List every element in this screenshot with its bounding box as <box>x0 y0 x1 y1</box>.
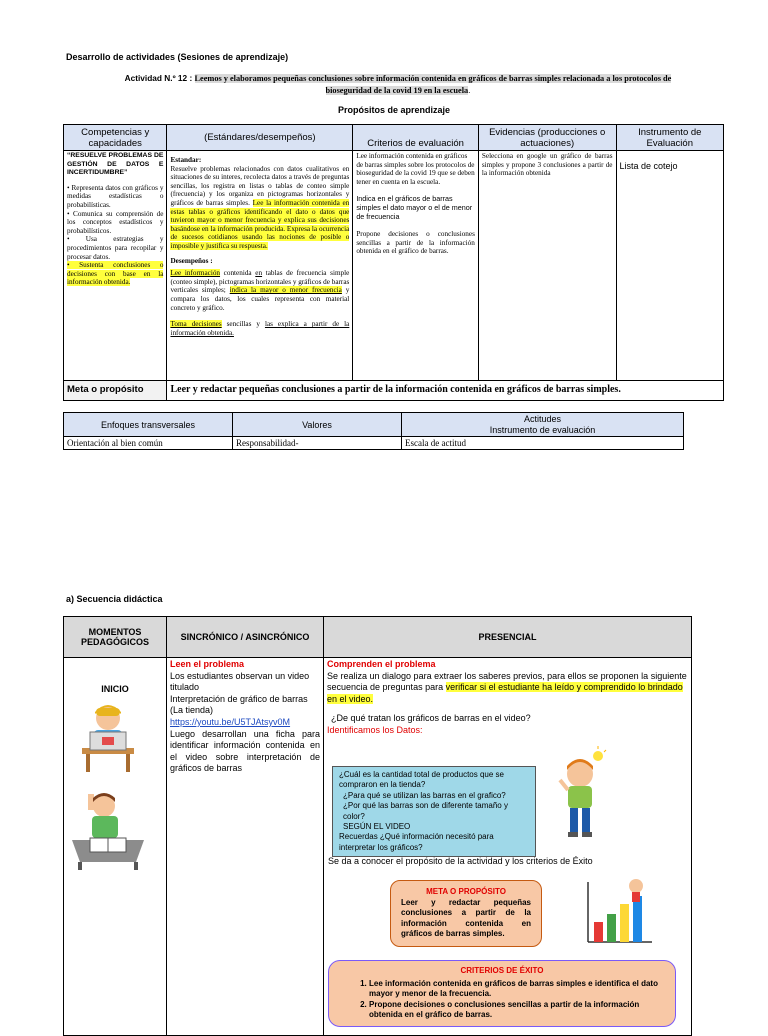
activity-title <box>88 73 708 96</box>
criterio-1: Lee información contenida en gráficos de barras simples sobre los protocolos de bioseguridad de la covid 19 que se deben tener en cuenta en la escuela. <box>356 152 475 186</box>
sincronico-cell <box>167 658 324 1036</box>
bubble-q3: ¿Por qué las barras son de diferente tamaño y color? <box>343 801 508 821</box>
evidencias-cell <box>478 151 616 381</box>
capacidad-2: • Comunica su comprensión de los conceptos estadísticos y probabilísticos. <box>67 209 164 235</box>
inicio-label: INICIO <box>101 684 129 694</box>
section-title: Desarrollo de actividades (Sesiones de aprendizaje) <box>66 52 289 62</box>
desempeno-1-a: contenida <box>220 269 256 278</box>
sync-line-2: Interpretación de gráfico de barras (La tienda) <box>170 693 308 716</box>
video-link[interactable]: https://youtu.be/U5TJAtsyv0M <box>170 716 291 727</box>
actitud-cell: Escala de actitud <box>402 437 684 450</box>
capacidad-3: • Usa estrategias y procedimientos para recopilar y procesar datos. <box>67 235 164 261</box>
header-estandares: (Estándares/desempeños) <box>167 125 353 151</box>
desempeno-1-b: tablas de frecuencia simple (conteo simple), pictogramas horizontales y gráficos de barras verticales simples; <box>170 269 350 295</box>
evidencia-text: Selecciona en google un gráfico de barras simples y propone 3 conclusiones a partir de la información obtenida <box>481 152 613 178</box>
pres-datos: Identificamos los Datos: <box>327 724 423 735</box>
thinking-kid-illustration <box>546 746 616 842</box>
header-criterios: Criterios de evaluación <box>353 125 479 151</box>
meta-box-title: META O PROPÓSITO <box>426 887 506 896</box>
sync-line-1: Los estudiantes observan un video titulado <box>170 670 310 693</box>
desempeno-1-c: y compara los datos, los cuales representa con material concreto y gráfico. <box>170 286 350 312</box>
estandar-highlight: Lee la información contenida en estas tablas o gráficos identificando el dato o datos que tuvieron mayor o menor frecuencia y explica sus decisiones basándose en la información producida. Expresa la ocurrencia de sucesos cotidianos usando las nociones de posible o imposible y justifica su respuesta. <box>170 198 350 250</box>
enfoques-table <box>63 412 684 450</box>
header-instrumento: Instrumento de Evaluación <box>616 125 724 151</box>
pres-intro: Se realiza un dialogo para extraer los saberes previos, para ellos se proponen la siguiente secuencia de preguntas para <box>327 670 687 693</box>
activity-prefix: Actividad N.º 12 : <box>124 73 195 83</box>
valor-cell: Responsabilidad- <box>233 437 402 450</box>
criterios-box-title: CRITERIOS DE ÉXITO <box>460 966 544 975</box>
pres-question: ¿De qué tratan los gráficos de barras en el video? <box>331 713 531 724</box>
header-instrumento-eval: Instrumento de evaluación <box>489 424 596 435</box>
pres-title: Comprenden el problema <box>327 659 436 669</box>
estandar-text: Resuelve problemas relacionados con datos cualitativos en situaciones de su interes, recolecta datos a través de preguntas sencillas, los registra en listas o tablas de conteo simple (frecuencia) y los organiza en pictogramas horizontales y gráficos de barras simples. <box>170 164 350 207</box>
meta-label: Meta o propósito <box>64 381 167 401</box>
momento-cell <box>64 658 167 1036</box>
competencia-title: “RESUELVE PROBLEMAS DE GESTIÓN DE DATOS E INCERTIDUMBRE” <box>67 152 164 177</box>
sync-after: Luego desarrollan una ficha para identificar información contenida en el video sobre interpretación de gráficos de barras <box>170 728 320 774</box>
meta-box-text: Leer y redactar pequeñas conclusiones a partir de la información contenida en gráficos de barras simples. <box>401 897 531 938</box>
criterio-3: Propone decisiones o conclusiones sencillas a partir de la información obtenida en el gráfico de barras. <box>356 230 475 256</box>
presencial-cell <box>324 658 692 1036</box>
meta-box <box>390 880 542 947</box>
student-computer-illustration <box>76 704 140 776</box>
desempeno-2-a: sencillas y <box>221 320 265 329</box>
header-enfoques: Enfoques transversales <box>64 413 233 437</box>
estandares-cell <box>167 151 353 381</box>
activity-title-a: Leemos y elaboramos pequeñas conclusiones sobre información contenida en gráficos de barras simples relacionada a los protocolos de <box>194 74 672 83</box>
student-desk-illustration <box>68 788 148 870</box>
estandar-label: Estandar: <box>170 156 202 164</box>
desempenos-label: Desempeños : <box>170 256 213 265</box>
desempeno-1-hl: Lee información <box>170 269 221 278</box>
header-competencias: Competencias y capacidades <box>64 125 167 151</box>
desempeno-1-hl2: indica la mayor o menor frecuencia <box>229 286 342 295</box>
competencias-cell <box>64 151 167 381</box>
desempeno-1-en: en <box>255 269 263 278</box>
bubble-q2: ¿Para qué se utilizan las barras en el grafico? <box>343 790 506 800</box>
questions-bubble <box>332 766 536 857</box>
instrumento-text: Lista de cotejo <box>619 161 678 171</box>
activity-title-end: . <box>468 84 471 95</box>
criterio-exito-2: 2. Propone decisiones o conclusiones sencillas a partir de la información obtenida en el gráfico de barras. <box>369 1000 667 1021</box>
meta-text: Leer y redactar pequeñas conclusiones a partir de la información contenida en gráficos de barras simples. <box>167 381 724 401</box>
header-valores: Valores <box>233 413 402 437</box>
secuencia-table <box>63 616 692 1036</box>
secuencia-title: a) Secuencia didáctica <box>66 594 163 604</box>
instrumento-cell <box>616 151 724 381</box>
criterios-cell <box>353 151 479 381</box>
criterio-exito-1: 1. Lee información contenida en gráficos de barras simples e identifica el dato mayor y menor de la frecuencia. <box>369 979 667 1000</box>
header-sincronico: SINCRÓNICO / ASINCRÓNICO <box>167 617 324 658</box>
criterio-2: Indica en el gráficos de barras simples el dato mayor o el de menor de frecuencia <box>356 194 473 221</box>
header-actitudes-label: Actitudes <box>523 414 562 424</box>
header-actitudes <box>402 413 684 437</box>
bubble-q1: ¿Cuál es la cantidad total de productos que se compraron en la tienda? <box>339 770 504 790</box>
desempeno-2-b: las explica a partir de la información obtenida. <box>170 320 350 337</box>
desempeno-2-hl: Toma decisiones <box>170 320 222 329</box>
capacidad-1: • Representa datos con gráficos y medidas estadísticas o probabilísticas. <box>67 183 164 209</box>
pres-proposito: Se da a conocer el propósito de la actividad y los criterios de Éxito <box>328 856 593 866</box>
activity-title-b: bioseguridad de la covid 19 en la escuela <box>325 85 469 95</box>
sync-title: Leen el problema <box>170 659 245 669</box>
criterios-box <box>328 960 676 1027</box>
bubble-q5: Recuerdas ¿Qué información necesitó para interpretar los gráficos? <box>339 832 494 852</box>
purposes-title: Propósitos de aprendizaje <box>338 105 451 115</box>
enfoque-cell: Orientación al bien común <box>64 437 233 450</box>
bubble-q4: SEGÚN EL VIDEO <box>343 822 411 832</box>
bar-chart-illustration <box>580 874 656 946</box>
capacidad-4: • Sustenta conclusiones o decisiones con base en la información obtenida. <box>67 261 164 287</box>
header-evidencias: Evidencias (producciones o actuaciones) <box>478 125 616 151</box>
competencias-table <box>63 124 724 401</box>
header-presencial: PRESENCIAL <box>324 617 692 658</box>
header-momentos: MOMENTOS PEDAGÓGICOS <box>64 617 167 658</box>
pres-intro-highlight: verificar si el estudiante ha leído y comprendido lo brindado en el video. <box>327 682 683 704</box>
